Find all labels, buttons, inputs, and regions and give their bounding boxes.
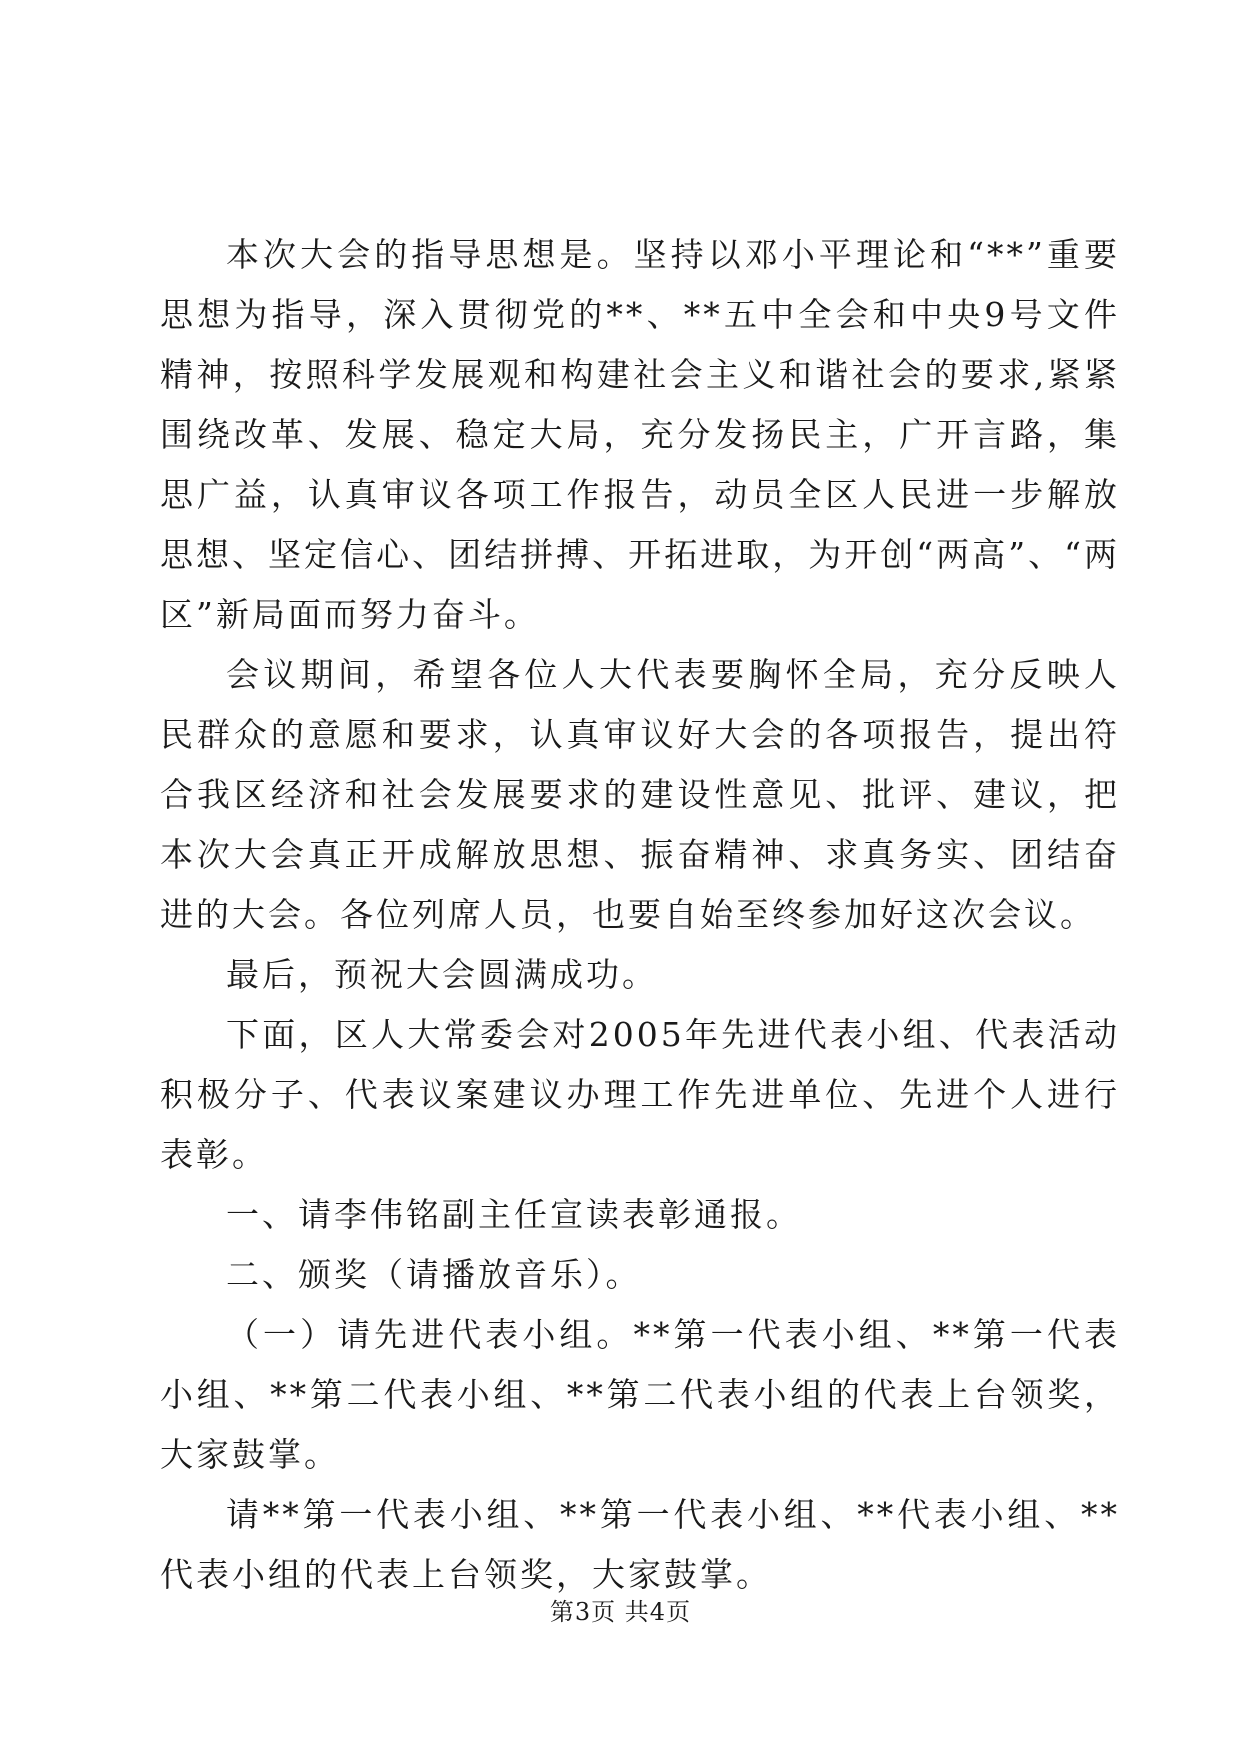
paragraph-item-one: 一、请李伟铭副主任宣读表彰通报。 (226, 1195, 802, 1234)
paragraph-guiding-thought: 本次大会的指导思想是。坚持以邓小平理论和“**”重要思想为指导，深入贯彻党的**、**五中全会和中央9号文件精神，按照科学发展观和构建社会主义和谐社会的要求,紧紧围绕改革、发展、稳定大局，充分发扬民主，广开言路，集思广益，认真审议各项工作报告，动员全区人民进一步解放思想、坚定信心、团结拼搏、开拓进取，为开创“两高”、“两区”新局面而努力奋斗。 (160, 235, 1120, 634)
paragraph-award-groups: 请**第一代表小组、**第一代表小组、**代表小组、**代表小组的代表上台领奖，大家鼓掌。 (160, 1495, 1120, 1594)
paragraph-item-two: 二、颁奖（请播放音乐）。 (226, 1255, 642, 1294)
document-body (160, 225, 1120, 1605)
paragraph-meeting-expectations: 会议期间，希望各位人大代表要胸怀全局，充分反映人民群众的意愿和要求，认真审议好大会的各项报告，提出符合我区经济和社会发展要求的建设性意见、批评、建议，把本次大会真正开成解放思想、振奋精神、求真务实、团结奋进的大会。各位列席人员，也要自始至终参加好这次会议。 (160, 655, 1120, 934)
paragraph-closing-wish: 最后，预祝大会圆满成功。 (226, 955, 658, 994)
page-footer: 第3页 共4页 (549, 1598, 692, 1626)
paragraph-commendation-intro: 下面，区人大常委会对2005年先进代表小组、代表活动积极分子、代表议案建议办理工作先进单位、先进个人进行表彰。 (160, 1015, 1120, 1174)
paragraph-sub-item-one: （一）请先进代表小组。**第一代表小组、**第一代表小组、**第二代表小组、**第二代表小组的代表上台领奖，大家鼓掌。 (160, 1315, 1120, 1474)
